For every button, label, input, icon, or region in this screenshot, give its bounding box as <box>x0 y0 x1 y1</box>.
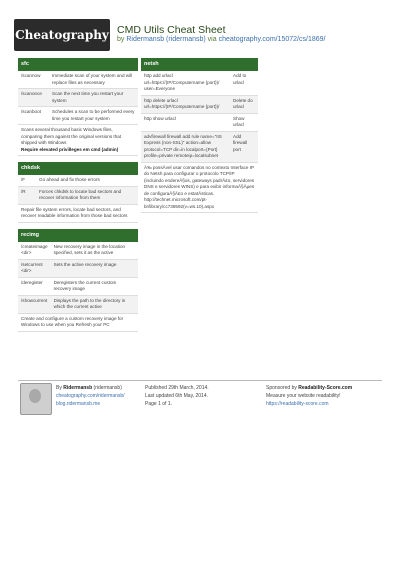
author-link[interactable]: Ridermansb (ridermansb) <box>126 36 206 43</box>
footer-sponsor-link[interactable]: https://readability-score.com <box>266 401 329 407</box>
sfc-desc: Immediate scan of your system and will replace files as necessary <box>49 71 138 89</box>
netsh-note-text: Ã‰ possÃvel usar comandos no contexto Interface IP do Netsh para configurar o protocolo TCP/IP (incluindo endereÃ§os, gateways padrÃ£o, servidores DNS e servidores WINS) e para exibir informaÃ§Ãµes de configuraÃ§Ã£o e estatÃsticas. <box>144 164 255 196</box>
sfc-key: /scanonce <box>18 89 49 107</box>
sfc-note-text: Scans several thousand basic Windows files, comparing them against the original versions that shipped with Windows <box>21 127 122 145</box>
netsh-command: http delete urlacl url=https://(IP/Computername {port})/ <box>141 95 230 113</box>
author-avatar <box>20 383 52 415</box>
recimg-section <box>18 229 138 332</box>
table-row <box>18 242 138 260</box>
chkdsk-section <box>18 162 138 223</box>
footer-sponsor-name[interactable]: Readability-Score.com <box>298 385 353 391</box>
sfc-note-bold: Require elevated privilleges em cmd (admin) <box>21 146 119 152</box>
netsh-command: http show urlacl <box>141 113 230 131</box>
recimg-key: /createimage <dir> <box>18 242 51 260</box>
recimg-key: /deregister <box>18 277 51 295</box>
footer-updated: Last updated 6th May, 2014. <box>145 393 209 399</box>
footer-profile-link[interactable]: cheatography.com/ridermansb/ <box>56 393 125 399</box>
footer-by-label: By <box>56 385 62 391</box>
sfc-section <box>18 58 138 156</box>
chkdsk-key: /F <box>18 175 36 186</box>
table-row <box>141 95 258 113</box>
sfc-table <box>18 71 138 125</box>
table-row <box>18 71 138 89</box>
table-row <box>18 295 138 313</box>
sfc-key: /scannow <box>18 71 49 89</box>
netsh-technet-link[interactable]: http://technet.microsoft.com/pt-br/library/cc738592(v=ws.10).aspx <box>144 197 215 209</box>
sfc-desc: Scan the next time you restart your system <box>49 89 138 107</box>
recimg-desc: Displays the path to the directory in which the current active <box>51 295 138 313</box>
recimg-key: /showcurrent <box>18 295 51 313</box>
sfc-note <box>18 125 138 156</box>
table-row <box>141 131 258 162</box>
netsh-desc: Add firewall port <box>230 131 258 162</box>
cheatography-logo[interactable]: Cheatography <box>14 19 110 51</box>
sheet-url-link[interactable]: cheatography.com/15072/cs/1869/ <box>218 36 326 43</box>
netsh-note <box>141 163 258 214</box>
footer-sponsor-text: Measure your website readability! <box>266 393 341 399</box>
recimg-key: /setcurrent <dir> <box>18 259 51 277</box>
footer-author-name[interactable]: Ridermansb <box>63 385 93 391</box>
byline-via: via <box>207 36 217 43</box>
footer-author <box>56 384 136 408</box>
footer-sponsor-label: Sponsored by <box>266 385 297 391</box>
netsh-desc: Show urlacl <box>230 113 258 131</box>
table-row <box>141 113 258 131</box>
table-row <box>18 107 138 125</box>
footer-blog-link[interactable]: blog.ridermansb.me <box>56 401 101 407</box>
netsh-desc: Delete do urlacl <box>230 95 258 113</box>
byline-by: by <box>117 36 125 43</box>
table-row <box>18 89 138 107</box>
netsh-command: http add urlacl url=https://(IP/Computername {port})/ user=Everyone <box>141 71 230 95</box>
left-column <box>18 58 138 338</box>
page-title: CMD Utils Cheat Sheet <box>117 24 226 36</box>
recimg-desc: New recovery image in the location specified, sets it as the active <box>51 242 138 260</box>
recimg-heading: recimg <box>18 229 138 242</box>
table-row <box>18 277 138 295</box>
footer-dates <box>145 384 255 408</box>
table-row <box>18 175 138 186</box>
chkdsk-desc: Forces chkdsk to locate bad sectors and recover information from them <box>36 186 138 204</box>
netsh-section <box>141 58 258 213</box>
chkdsk-desc: Go ahead and fix those errors <box>36 175 138 186</box>
recimg-desc: Sets the active recovery image <box>51 259 138 277</box>
netsh-table <box>141 71 258 163</box>
chkdsk-note: Repair file system errors, locate bad sectors, and recover readable information from those bad sectors <box>18 205 138 223</box>
table-row <box>18 186 138 204</box>
sfc-heading: sfc <box>18 58 138 71</box>
sfc-key: /scanboot <box>18 107 49 125</box>
sfc-desc: Schedules a scan to be performed every time you restart your system <box>49 107 138 125</box>
chkdsk-table <box>18 175 138 205</box>
recimg-table <box>18 242 138 314</box>
chkdsk-heading: chkdsk <box>18 162 138 175</box>
table-row <box>141 71 258 95</box>
netsh-command: advfirewall firewall add rule name="IIS Express (non-SSL)" action=allow protocol=TCP dir=in localport={Port} profile=private remoteip=localsubnet <box>141 131 230 162</box>
footer-sponsor <box>266 384 386 408</box>
netsh-heading: netsh <box>141 58 258 71</box>
table-row <box>18 259 138 277</box>
recimg-desc: Deregisters the current custom recovery image <box>51 277 138 295</box>
right-column <box>141 58 258 219</box>
footer-author-handle: (ridermansb) <box>93 385 122 391</box>
chkdsk-key: /R <box>18 186 36 204</box>
byline <box>117 36 325 43</box>
footer-divider <box>18 380 382 381</box>
footer-published: Published 29th March, 2014. <box>145 385 209 391</box>
netsh-desc: Add to urlacl <box>230 71 258 95</box>
footer-page: Page 1 of 1. <box>145 401 172 407</box>
recimg-note: Create and configure a custom recovery image for Windows to use when you Refresh your PC <box>18 314 138 332</box>
